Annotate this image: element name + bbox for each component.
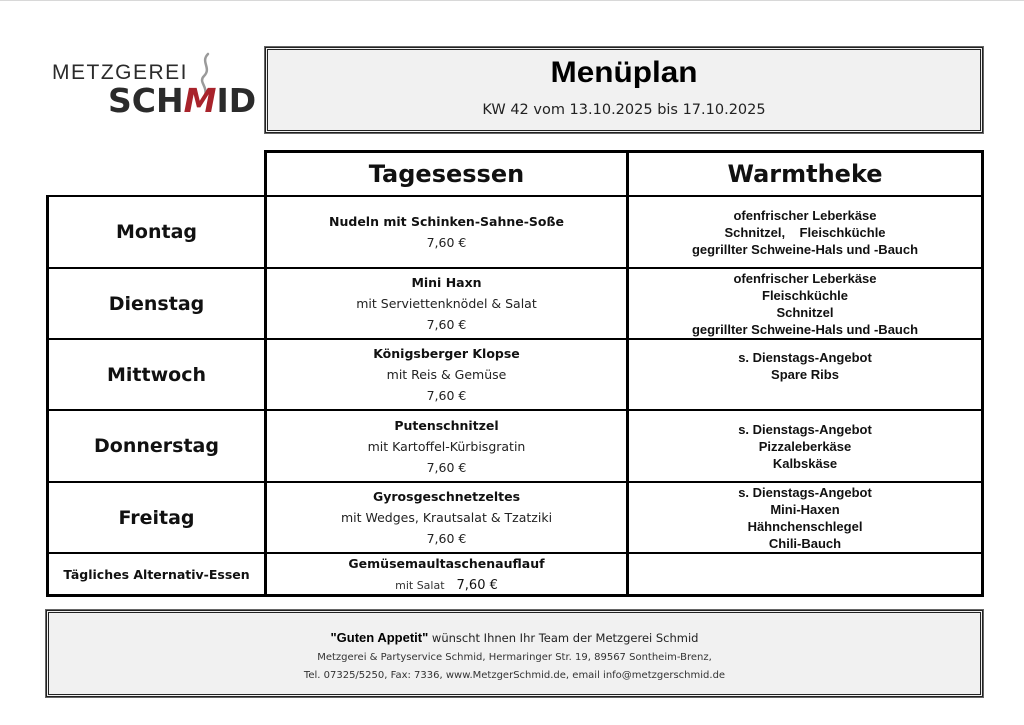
footer-address: Metzgerei & Partyservice Schmid, Hermaringer Str. 19, 89567 Sontheim-Brenz, (317, 652, 712, 663)
dish-name: Gemüsemaultaschenauflauf (348, 555, 545, 571)
warm-item: s. Dienstags-Angebot (738, 484, 872, 500)
tagesessen-montag (267, 197, 626, 267)
day-dienstag: Dienstag (108, 292, 205, 315)
footer-box (46, 610, 983, 697)
footer-greeting (49, 630, 980, 645)
dish-price: 7,60 € (426, 459, 467, 475)
warmtheke-donnerstag (629, 411, 981, 481)
greeting-bold: "Guten Appetit" (330, 630, 429, 645)
warm-item: Mini-Haxen (770, 501, 840, 517)
dish-side: mit Salat (395, 578, 445, 592)
warmtheke-dienstag (629, 269, 981, 338)
day-donnerstag: Donnerstag (94, 435, 219, 457)
dish-side: mit Kartoffel-Kürbisgratin (367, 438, 526, 454)
logo (50, 52, 262, 124)
warmtheke-freitag (629, 483, 981, 552)
warm-item: gegrillter Schweine-Hals und -Bauch (691, 321, 919, 337)
tagesessen-dienstag (267, 269, 626, 338)
page-title: Menüplan (550, 56, 698, 89)
warm-item: gegrillter Schweine-Hals und -Bauch (691, 241, 919, 257)
warm-item: Fleischküchle (762, 287, 848, 303)
logo-line2-post: ID (216, 81, 257, 120)
page-top-border (0, 0, 1024, 1)
grid-line (46, 594, 984, 597)
logo-m: M (183, 81, 217, 120)
warmtheke-montag (629, 197, 981, 267)
tagesessen-freitag (267, 483, 626, 552)
warm-item: ofenfrischer Leberkäse (733, 270, 877, 286)
warm-item: ofenfrischer Leberkäse (733, 207, 877, 223)
week-subtitle: KW 42 vom 13.10.2025 bis 17.10.2025 (482, 102, 766, 118)
day-mittwoch: Mittwoch (107, 363, 206, 386)
warm-item: Kalbskäse (772, 455, 838, 471)
dish-name: Nudeln mit Schinken-Sahne-Soße (329, 214, 564, 229)
grid-line (981, 150, 984, 597)
dish-price: 7,60 € (426, 235, 467, 250)
dish-side: mit Reis & Gemüse (386, 367, 507, 382)
day-montag: Montag (116, 221, 197, 243)
warm-item: s. Dienstags-Angebot (738, 421, 872, 437)
dish-side: mit Wedges, Krautsalat & Tzatziki (340, 510, 553, 525)
warm-item: Schnitzel (776, 304, 834, 320)
greeting-rest: wünscht Ihnen Ihr Team der Metzgerei Schmid (428, 631, 699, 645)
warm-item: Hähnchenschlegel (747, 518, 863, 534)
tagesessen-donnerstag (267, 411, 626, 481)
warm-item: Spare Ribs (771, 367, 839, 382)
dish-name: Mini Haxn (411, 275, 482, 290)
footer-contact: Tel. 07325/5250, Fax: 7336, www.MetzgerSchmid.de, email info@metzgerschmid.de (303, 670, 726, 681)
logo-line1: METZGEREI (52, 61, 189, 84)
day-freitag: Freitag (118, 506, 195, 529)
dish-price: 7,60 € (426, 388, 467, 403)
warm-item: Pizzaleberkäse (758, 438, 852, 454)
warm-item: Chili-Bauch (768, 535, 842, 551)
dish-price: 7,60 € (426, 531, 467, 546)
dish-name: Gyrosgeschnetzeltes (372, 489, 521, 504)
dish-name: Königsberger Klopse (373, 346, 520, 361)
column-header-warmtheke: Warmtheke (727, 160, 883, 188)
dish-name: Putenschnitzel (394, 417, 499, 433)
dish-price: 7,60 € (426, 317, 467, 332)
warmtheke-mittwoch (629, 340, 981, 409)
alternative-dish (267, 554, 626, 594)
alternative-side-price (395, 574, 498, 596)
alternative-label: Tägliches Alternativ-Essen (63, 566, 250, 582)
logo-line2-pre: SCH (108, 81, 184, 120)
dish-price: 7,60 € (456, 577, 498, 593)
warm-item: s. Dienstags-Angebot (738, 350, 872, 365)
warm-item: Schnitzel, Fleischküchle (724, 224, 886, 240)
dish-side: mit Serviettenknödel & Salat (356, 296, 537, 311)
tagesessen-mittwoch (267, 340, 626, 409)
logo-line2 (108, 81, 256, 120)
title-box (265, 47, 983, 133)
alternative-warmtheke-empty (629, 554, 981, 594)
column-header-tagesessen: Tagesessen (368, 160, 525, 188)
